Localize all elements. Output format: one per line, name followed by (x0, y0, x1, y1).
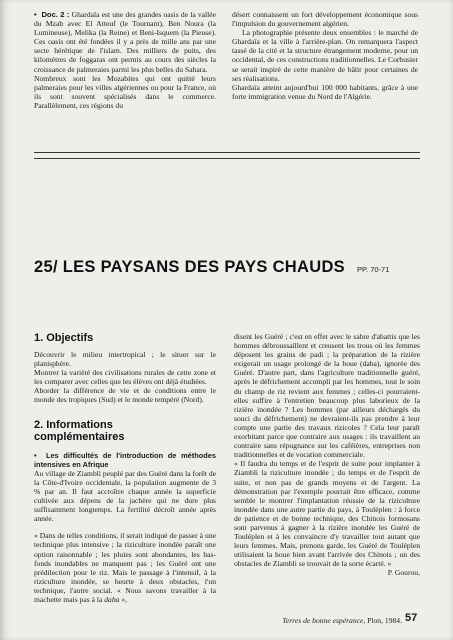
info-heading-line-2: complémentaires (34, 430, 125, 443)
info-heading-line-1: 2. Informations (34, 418, 113, 431)
doc2-left-column (34, 10, 216, 110)
objective-1: Découvrir le milieu intertropical ; le situer sur le planisphère. (34, 350, 216, 369)
objective-3: Aborder la différence de vie et de conditions entre le monde des tropiques (Sud) et le monde tempéré (Nord). (34, 386, 216, 405)
source-publisher: Plon, 1984. (365, 616, 402, 625)
doc2-paragraph-1 (34, 10, 216, 74)
info-subheading: • Les difficultés de l'introduction de méthodes intensives en Afrique (34, 451, 216, 469)
divider-rule (34, 152, 420, 153)
page-number: 57 (405, 612, 418, 624)
doc2-label: • Doc. 2 : (34, 10, 69, 19)
lesson-header (34, 258, 424, 277)
source-title: Terres de bonne espérance, (282, 616, 366, 625)
divider-rule-thin (34, 158, 420, 159)
info-paragraph-2-italic: daba (104, 594, 120, 604)
right-column (234, 332, 420, 578)
info-paragraph-1: Au village de Ziambli peuplé par des Guéré dans la forêt de la Côte-d'Ivoire occidentale, la population augmente de 3 % par an. Il faut accroître chaque année la superficie cultivée aux dépens de la jachère qui ne dure plus suffisamment longtemps. La fertilité décroît année après année. (34, 468, 216, 524)
author-signature: P. Gourou, (387, 568, 420, 578)
info-paragraph-2 (34, 531, 216, 604)
source-citation (234, 616, 402, 625)
info-paragraph-2-text: « Dans de telles conditions, il serait indiqué de passer à une technique plus intensive ; la riziculture inondée paraît une option raisonnable ; les pluies sont abondantes, les bas-fonds inondables ne manquent pas ; les Guéré ont une prédilection pour le riz. Mais le passage à l'intensif, à la riziculture inondée, se heurte à deux obstacles, l'un technique, l'autre social. « Nous savons travailler à la machette mais pas à la (34, 531, 216, 604)
quote-paragraph-2: « Il faudra du temps et de l'esprit de suite pour implanter à Ziambli la riziculture inondée ; du temps et de l'esprit de suite, et non pas de grands moyens et de l'argent. La démonstration par l'exemple pourrait être efficace, comme semble le montrer l'implantation réussie de la riziculture inondée dans une autre partie du pays, à Touléplen : à force de patience et de bonne technique, des Chinois formosans sont parvenus à gagner à la rizière inondée les Guéré de Touléplen et à les convaincre d'y travailler tout autant que leurs femmes. Mais, prenons garde, les Guéré de Touléplen utilisaient la houe bien avant l'arrivée des Chinois ; un des obstacles de Ziambli se trouvait de la sorte écarté. » (234, 459, 420, 569)
lesson-title: 25/ LES PAYSANS DES PAYS CHAUDS (34, 258, 345, 276)
doc2-right-column (232, 10, 418, 101)
info-heading (34, 419, 216, 443)
doc2-text-1: Ghardaïa est une des grandes oasis de la vallée du Mzab avec El Atteuf (le Tournant), Ben Noura (la Lumineuse), Melika (la Reine) et Beni-Isquem (la Pieuse). Ces oasis ont été fondées il y a près de mille ans par une secte hérétique de l'islam. Des milliers de puits, des kilomètres de foggaras ont permis au cours des siècles la croissance de palmeraies parmi les plus belles du Sahara. (34, 10, 216, 74)
doc2-paragraph-5: Ghardaïa atteint aujourd'hui 100 000 habitants, grâce à une forte immigration venue du Nord de l'Algérie. (232, 82, 418, 101)
doc2-paragraph-4: La photographie présente deux ensembles : le marché de Ghardaïa et la ville à l'arrière-plan. On remarquera l'aspect tassé de la cité et la structure étrangement moderne, pour un occidental, de ces constructions traditionnelles. Le Corbusier se serait inspiré de cette manière de bâtir pour certaines de ses réalisations. (232, 28, 418, 83)
left-column (34, 332, 216, 604)
objectives-heading: 1. Objectifs (34, 332, 94, 344)
page-reference: PP. 70-71 (356, 265, 390, 274)
doc2-paragraph-3: désert connaissent un fort développement économique sous l'impulsion du gouvernement algérien. (232, 10, 418, 29)
quote-paragraph-1: disent les Guéré ; c'est en effet avec le sabre d'abattis que les hommes débroussaillent et creusent les trous où les femmes déposent les grains de padi ; la préparation de la rizière exigerait un usage prolongé de la houe (daba), ignorée des Guéré. D'autre part, dans l'agriculture traditionnelle guéré, après le défrichement accompli par les hommes, tout le soin du champ de riz revient aux femmes ; celles-ci pourraient-elles suffire à l'entretien beaucoup plus laborieux de la rizière inondée ? Les hommes (par ailleurs déchargés du souci du défrichement) ne devraient-ils pas prendre à leur compte une partie des travaux rizicoles ? Cela leur paraît exorbitant parce que contraire aux usages : ils travaillent au contraire sans répugnance sur les caféières, entreprises non traditionnelles et de vocation commerciale. (234, 332, 420, 460)
objective-2: Montrer la variété des civilisations rurales de cette zone et les comparer avec celles que les élèves ont déjà étudiées. (34, 368, 216, 387)
info-paragraph-2-end: », (121, 594, 128, 604)
doc2-paragraph-2: Nombreux sont les Mozabites qui ont quitté leurs palmeraies pour les villes algériennes ou pour la France, où ils sont souvent spécialisés dans le commerce. Parallèlement, ces régions du (34, 73, 216, 110)
